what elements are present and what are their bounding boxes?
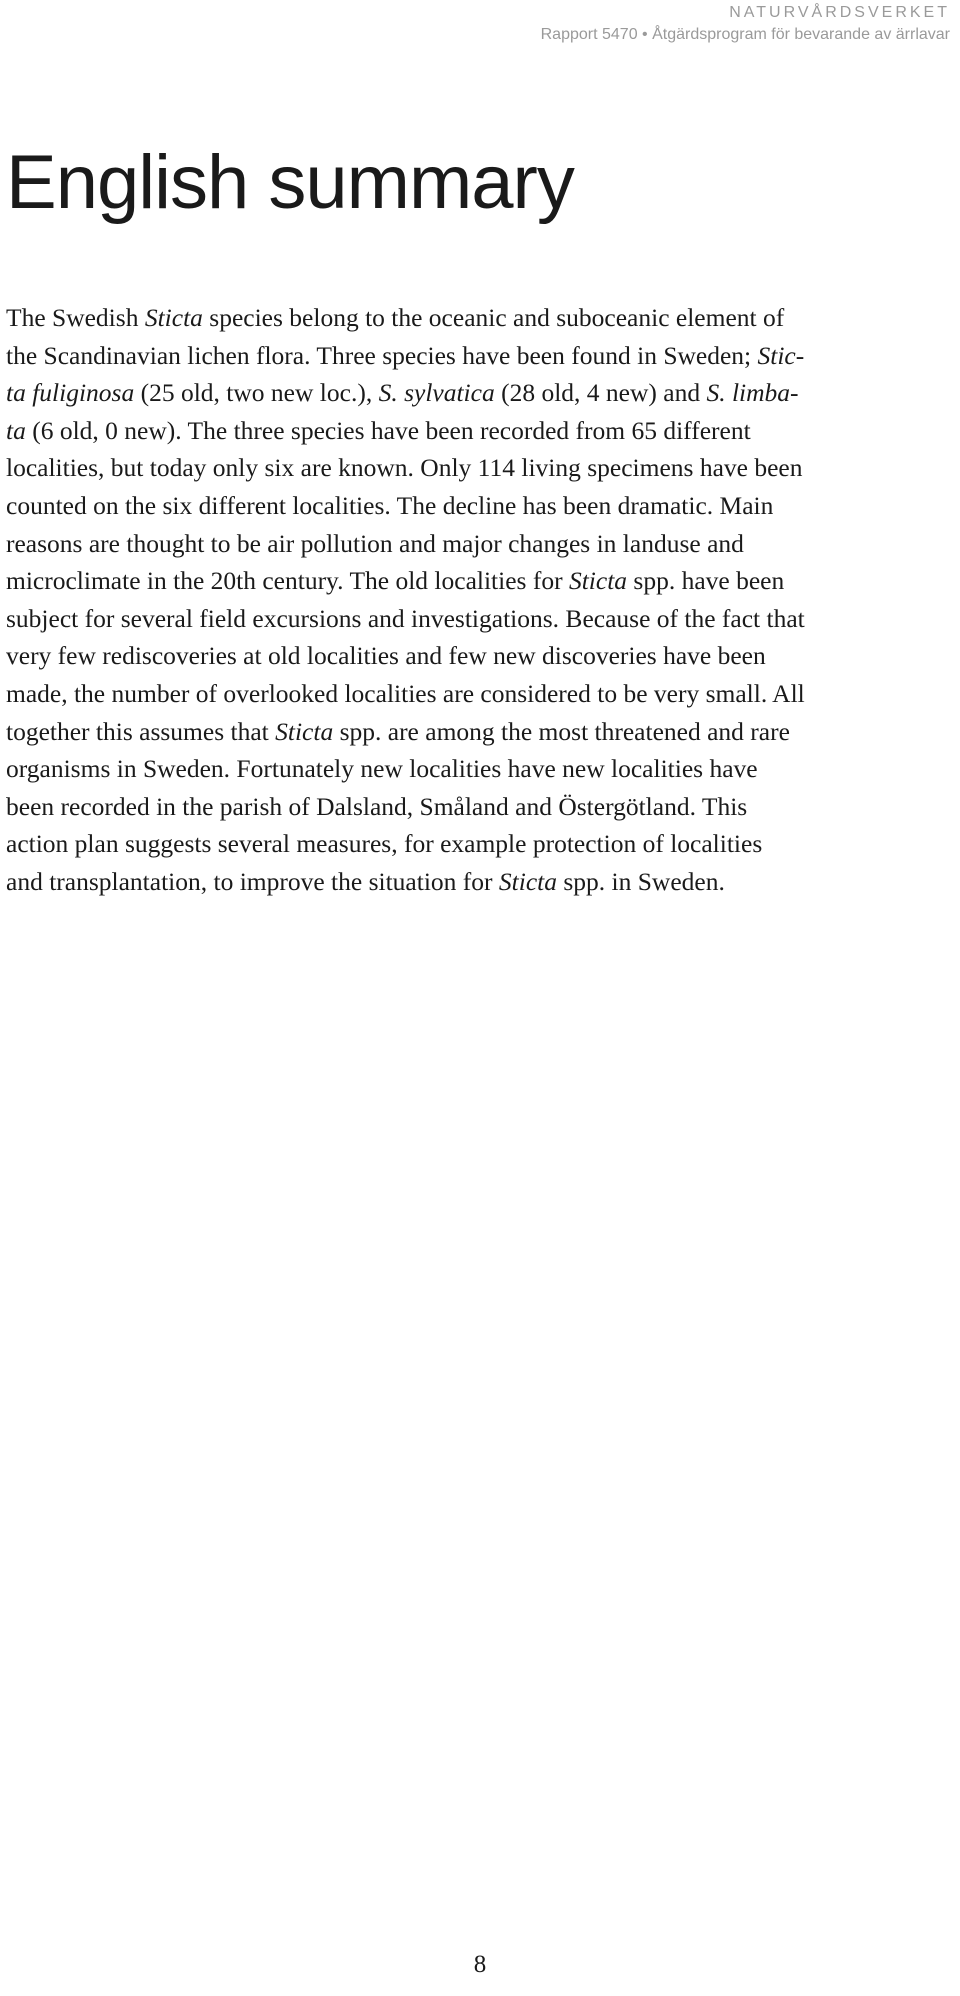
text-line: subject for several field excursions and investigations. Because of the fact that — [6, 603, 805, 633]
text-line: organisms in Sweden. Fortunately new localities have new localities have — [6, 754, 758, 784]
text-line: the Scandinavian lichen flora. Three species have been found in Sweden; Stic- — [6, 340, 805, 370]
species-name: S. sylvatica — [378, 378, 495, 408]
species-name: Sticta — [275, 716, 334, 746]
page-number: 8 — [473, 1951, 487, 1978]
running-header — [541, 2, 950, 46]
summary-paragraph — [6, 299, 931, 901]
report-title: Rapport 5470 • Åtgärdsprogram för bevarande av ärrlavar — [540, 26, 950, 43]
species-name: Sticta — [498, 866, 557, 896]
text-line: ta (6 old, 0 new). The three species have been recorded from 65 different — [6, 415, 751, 445]
text-line: reasons are thought to be air pollution and major changes in landuse and — [6, 528, 744, 558]
publisher-name: NATURVÅRDSVERKET — [729, 4, 950, 21]
text-line: ta fuliginosa (25 old, two new loc.), S. sylvatica (28 old, 4 new) and S. limba- — [6, 378, 799, 408]
species-name: Sticta — [144, 303, 203, 332]
species-name: Sticta — [568, 566, 628, 596]
text-line: counted on the six different localities. The decline has been dramatic. Main — [6, 490, 774, 520]
text-line: together this assumes that Sticta spp. are among the most threatened and rare — [6, 716, 790, 746]
text-line: localities, but today only six are known. Only 114 living specimens have been — [6, 453, 803, 483]
text-line: The Swedish Sticta species belong to the oceanic and suboceanic element of — [6, 303, 785, 332]
text-line: and transplantation, to improve the situation for Sticta spp. in Sweden. — [6, 866, 725, 896]
species-name: ta fuliginosa — [6, 378, 135, 408]
text-line: microclimate in the 20th century. The old localities for Sticta spp. have been — [6, 566, 785, 596]
text-line: made, the number of overlooked localities are considered to be very small. All — [6, 678, 805, 708]
text-line: action plan suggests several measures, for example protection of localities — [6, 829, 763, 859]
text-line: very few rediscoveries at old localities and few new discoveries have been — [6, 641, 766, 671]
text-line: been recorded in the parish of Dalsland, Småland and Östergötland. This — [6, 791, 748, 821]
species-name: Stic- — [757, 340, 805, 370]
species-name: S. limba- — [706, 378, 799, 408]
page-title: English summary — [6, 140, 574, 225]
species-name: ta — [6, 415, 26, 445]
